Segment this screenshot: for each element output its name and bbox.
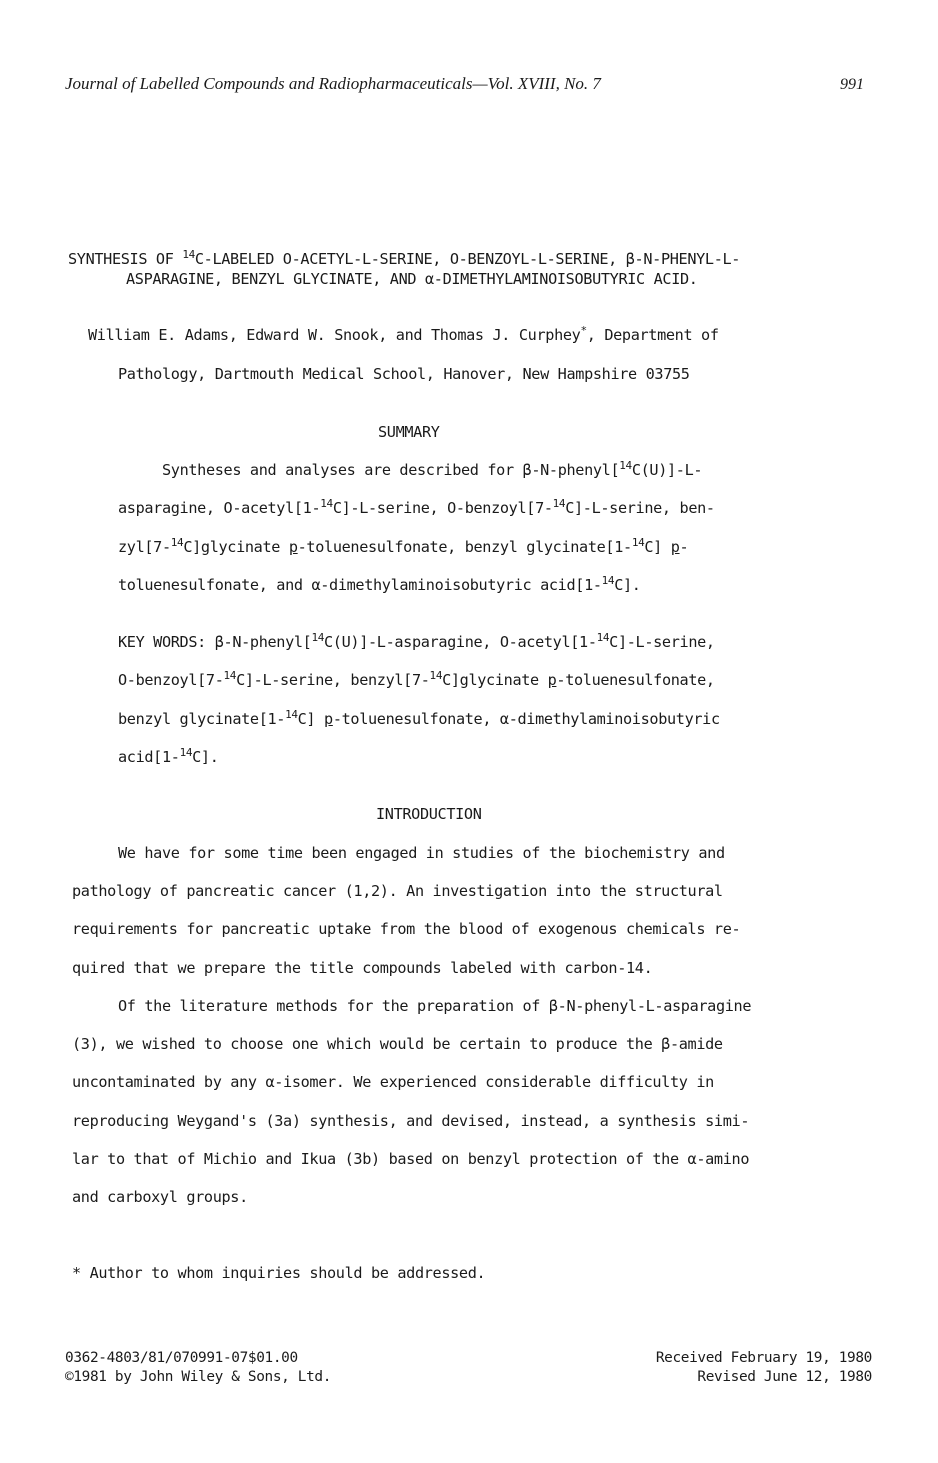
text: asparagine, O-acetyl[1- — [118, 499, 321, 517]
para-prefix: p — [547, 671, 557, 689]
superscript: 14 — [619, 459, 632, 472]
para-prefix: p — [670, 538, 680, 556]
paragraph-line: Of the literature methods for the preparation of β-N-phenyl-L-asparagine — [118, 997, 752, 1015]
introduction-heading: INTRODUCTION — [376, 805, 482, 823]
running-head: Journal of Labelled Compounds and Radiopharmaceuticals—Vol. XVIII, No. 7 — [65, 74, 601, 93]
text: C(U)]-L- — [631, 461, 703, 479]
superscript: 14 — [311, 631, 325, 644]
text: -toluenesulfonate, benzyl glycinate[1- — [297, 538, 632, 556]
text: , Department of — [586, 326, 719, 344]
text: C]-L-serine, — [609, 633, 715, 651]
summary-line — [162, 461, 702, 479]
footnote: * Author to whom inquiries should be addressed. — [72, 1264, 486, 1282]
text: toluenesulfonate, and α-dimethylaminoisobutyric acid[1- — [118, 576, 602, 594]
affiliation: Pathology, Dartmouth Medical School, Hanover, New Hampshire 03755 — [118, 365, 690, 383]
text: C]. — [614, 576, 641, 594]
copyright: ©1981 by John Wiley & Sons, Ltd. — [65, 1369, 332, 1385]
superscript: 14 — [223, 669, 237, 682]
superscript: 14 — [179, 746, 193, 759]
paragraph-line: and carboxyl groups. — [72, 1188, 248, 1206]
text: C(U)]-L-asparagine, O-acetyl[1- — [324, 633, 597, 651]
superscript: 14 — [182, 248, 195, 261]
summary-line — [118, 499, 715, 517]
paragraph-line: requirements for pancreatic uptake from the blood of exogenous chemicals re- — [72, 920, 741, 938]
text: - — [679, 538, 689, 556]
page-number: 991 — [840, 76, 864, 93]
title-line-2: ASPARAGINE, BENZYL GLYCINATE, AND α-DIMETHYLAMINOISOBUTYRIC ACID. — [126, 270, 698, 288]
text: C]. — [192, 748, 219, 766]
paragraph-line: uncontaminated by any α-isomer. We experienced considerable difficulty in — [72, 1073, 714, 1091]
paragraph-line: pathology of pancreatic cancer (1,2). An investigation into the structural — [72, 882, 723, 900]
article-code: 0362-4803/81/070991-07$01.00 — [65, 1350, 298, 1366]
text: C] — [644, 538, 671, 556]
keywords-line — [118, 710, 720, 728]
paragraph-line: reproducing Weygand's (3a) synthesis, and devised, instead, a synthesis simi- — [72, 1112, 750, 1130]
superscript: 14 — [429, 669, 443, 682]
title-line-1 — [68, 250, 740, 268]
text: zyl[7- — [118, 538, 171, 556]
text: C-LABELED O-ACETYL-L-SERINE, O-BENZOYL-L-SERINE, β-N-PHENYL-L- — [194, 250, 741, 268]
text: -toluenesulfonate, α-dimethylaminoisobutyric — [332, 710, 720, 728]
author-names: William E. Adams, Edward W. Snook, and Thomas J. Curphey — [88, 326, 581, 344]
summary-line — [118, 538, 688, 556]
text: C]-L-serine, ben- — [565, 499, 715, 517]
summary-line — [118, 576, 641, 594]
text: C]-L-serine, O-benzoyl[7- — [332, 499, 553, 517]
superscript: 14 — [631, 536, 645, 549]
paragraph-line: quired that we prepare the title compounds labeled with carbon-14. — [72, 959, 653, 977]
paragraph-line: We have for some time been engaged in studies of the biochemistry and — [118, 844, 725, 862]
text: -toluenesulfonate, — [556, 671, 715, 689]
superscript: 14 — [170, 536, 184, 549]
superscript: 14 — [596, 631, 610, 644]
text: C]glycinate — [183, 538, 289, 556]
text: C] — [297, 710, 325, 728]
revised-date: Revised June 12, 1980 — [697, 1369, 872, 1385]
text: acid[1- — [118, 748, 180, 766]
corresponding-author-mark: * — [580, 324, 587, 337]
text: KEY WORDS: β-N-phenyl[ — [118, 633, 312, 651]
text: SYNTHESIS OF — [68, 250, 183, 268]
superscript: 14 — [552, 497, 566, 510]
text: C]glycinate — [442, 671, 548, 689]
authors-line-1 — [88, 326, 719, 344]
para-prefix: p — [324, 710, 333, 728]
text: benzyl glycinate[1- — [118, 710, 286, 728]
paragraph-line: lar to that of Michio and Ikua (3b) based on benzyl protection of the α-amino — [72, 1150, 750, 1168]
text: C]-L-serine, benzyl[7- — [236, 671, 430, 689]
superscript: 14 — [320, 497, 333, 510]
keywords-line — [118, 633, 715, 651]
keywords-line — [118, 671, 715, 689]
para-prefix: p — [288, 538, 298, 556]
superscript: 14 — [285, 708, 298, 721]
paragraph-line: (3), we wished to choose one which would be certain to produce the β-amide — [72, 1035, 723, 1053]
received-date: Received February 19, 1980 — [655, 1350, 872, 1366]
summary-heading: SUMMARY — [378, 423, 440, 441]
keywords-line — [118, 748, 219, 766]
text: O-benzoyl[7- — [118, 671, 224, 689]
superscript: 14 — [601, 574, 615, 587]
text: Syntheses and analyses are described for β-N-phenyl[ — [162, 461, 620, 479]
